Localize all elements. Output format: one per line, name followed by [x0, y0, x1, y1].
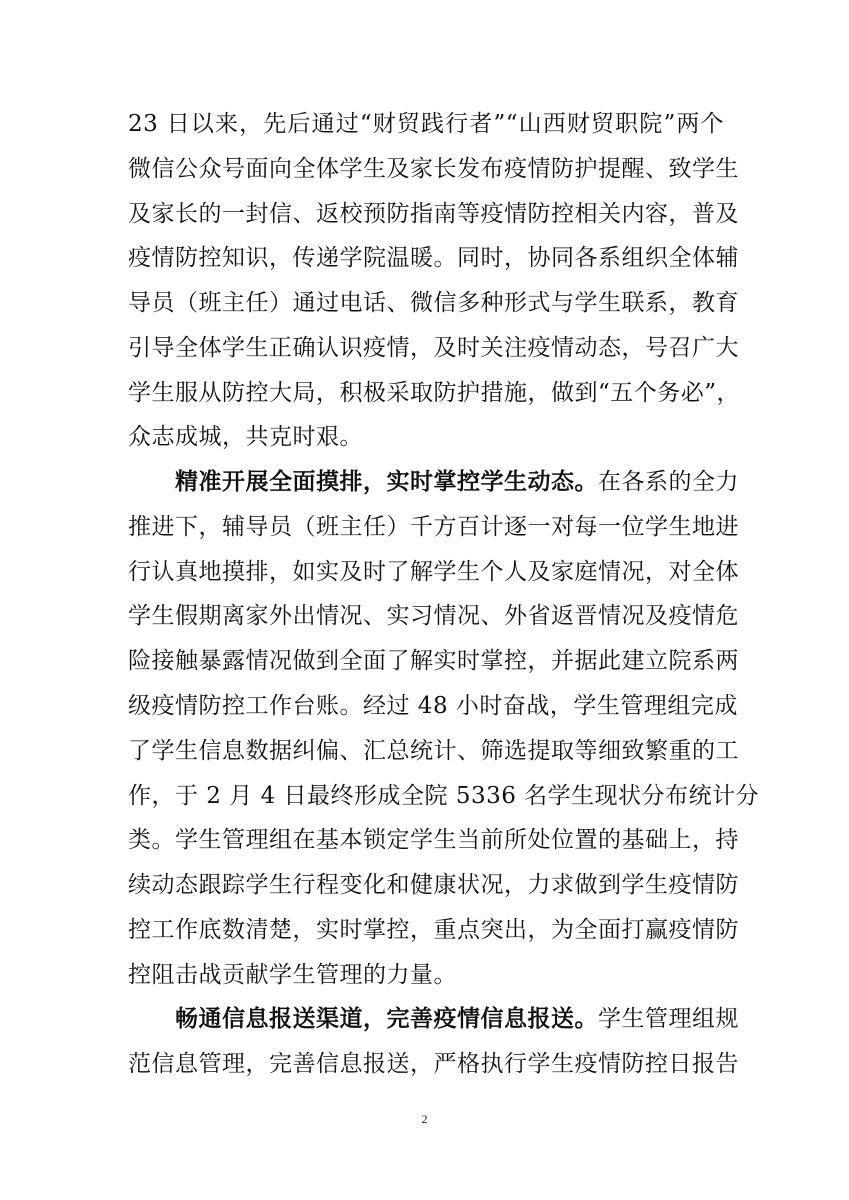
paragraph-1-line-8: 众志成城，共克时艰。	[128, 424, 363, 451]
paragraph-2-line-1	[175, 462, 739, 502]
paragraph-2-line-10: 续动态跟踪学生行程变化和健康状况，力求做到学生疫情防	[128, 872, 739, 899]
paragraph-2-line-11: 控工作底数清楚，实时掌控，重点突出，为全面打赢疫情防	[128, 916, 739, 943]
paragraph-1-line-6: 引导全体学生正确认识疫情，及时关注疫情动态，号召广大	[128, 334, 739, 361]
paragraph-1-line-5: 导员（班主任）通过电话、微信多种形式与学生联系，教育	[128, 290, 739, 317]
paragraph-2-heading: 精准开展全面摸排，实时掌控学生动态。	[175, 468, 598, 496]
paragraph-2-line-12: 控阻击战贡献学生管理的力量。	[128, 961, 457, 988]
paragraph-3-heading: 畅通信息报送渠道，完善疫情信息报送。	[175, 1005, 598, 1033]
paragraph-3-line-2: 范信息管理，完善信息报送，严格执行学生疫情防控日报告	[128, 1051, 739, 1078]
paragraph-2-line-4: 学生假期离家外出情况、实习情况、外省返晋情况及疫情危	[128, 603, 739, 630]
paragraph-2-line-8: 作，于 2 月 4 日最终形成全院 5336 名学生现状分布统计分	[128, 782, 760, 809]
paragraph-2-line-9: 类。学生管理组在基本锁定学生当前所处位置的基础上，持	[128, 827, 739, 854]
paragraph-1-line-2: 微信公众号面向全体学生及家长发布疫情防护提醒、致学生	[128, 155, 739, 182]
paragraph-1-line-7: 学生服从防控大局，积极采取防护措施，做到“五个务必”，	[128, 379, 741, 406]
page-number: 2	[421, 1112, 428, 1126]
paragraph-2-line-6: 级疫情防控工作台账。经过 48 小时奋战，学生管理组完成	[128, 693, 738, 720]
paragraph-1-line-1: 23 日以来，先后通过“财贸践行者”“山西财贸职院”两个	[128, 111, 724, 137]
paragraph-2-line-7: 了学生信息数据纠偏、汇总统计、筛选提取等细致繁重的工	[128, 737, 739, 764]
paragraph-2-line-5: 险接触暴露情况做到全面了解实时掌控，并据此建立院系两	[128, 648, 739, 675]
paragraph-2-line-2: 推进下，辅导员（班主任）千方百计逐一对每一位学生地进	[128, 513, 739, 540]
paragraph-2-line-3: 行认真地摸排，如实及时了解学生个人及家庭情况，对全体	[128, 558, 739, 585]
paragraph-1-line-4: 疫情防控知识，传递学院温暖。同时，协同各系组织全体辅	[128, 245, 739, 272]
paragraph-3-line-1-rest: 学生管理组规	[598, 1006, 739, 1033]
paragraph-3-line-1	[175, 999, 739, 1039]
paragraph-2-line-1-rest: 在各系的全力	[598, 469, 739, 496]
paragraph-1-line-3: 及家长的一封信、返校预防指南等疫情防控相关内容，普及	[128, 200, 739, 227]
